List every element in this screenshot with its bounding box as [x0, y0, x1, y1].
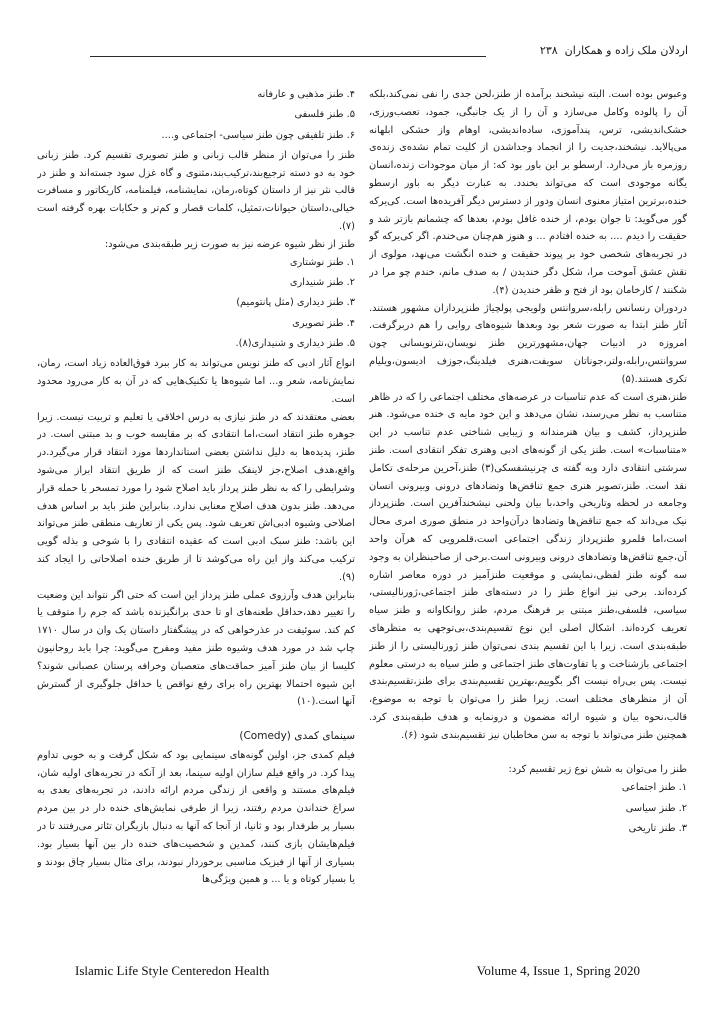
list-item-social-satire: ۱. طنز اجتماعی: [621, 782, 687, 794]
list-item-pictorial-satire: ۴. طنز تصویری: [292, 317, 355, 329]
header-rule: [90, 56, 486, 57]
list-item-historical-satire: ۳. طنز تاریخی: [628, 822, 687, 834]
list-item-audio-satire: ۲. طنز شنیداری: [289, 276, 355, 288]
list-item-religious-satire: ۴. طنز مذهبی و عارفانه: [257, 89, 355, 100]
footer-journal-title: Islamic Life Style Centeredon Health: [75, 963, 270, 978]
paragraph-satire-definition: طنز،هنری است که عدم تناسبات در عرصه‌های مختلف اجتماعی را که در ظاهر متناسب به نظر می‌رسند، نشان می‌دهد و این خود مایه ی خنده می‌شود. هنر طنزپرداز، کشف و بیان هنرمندانه و زیبایی شناختی عدم تناسب در این «متناسبات» است. طنز یکی از گونه‌های ادبی وهنری تفکر انتقادی است. طنز سرشتی انتقادی دارد وبه گفته ی چرنیشفسکی(۳) طنز،آخرین مرحله‌ی تکامل نقد است. طنز،تصویر هنری جمع تناقض‌ها وتضادهای درونی وبیرونی انسان وجامعه در لحظه وتاریخی واحد،با بیان ولحنی نیشخندآفرین است. طنزپرداز نیک می‌داند که جمع تناقض‌ها وتضادها درآن‌واحد در منطق صوری امری محال است،اما قلمرو طنزپرداز زندگی اجتماعی است،قلمرویی که هرآن واحد آن،جمع تناقض‌ها وتضادهای درونی وبیرونی است.برخی از صاحبنظران به وجود سه گونه طنز لفظی،نمایشی و موقعیت طنزآمیز در دوره معاصر اشاره کرده‌اند. برخی نیز انواع طنز را در دسته‌های طنز اجتماعی،ژورنالیستی، سیاسی، فلسفی،طنز مبتنی بر فرهنگ مردم، طنز روانکاوانه و طنز سیاه تعریف کرده‌اند. اشکال اصلی این نوع تقسیم‌بندی،بی‌توجهی به منظرهای طبقه‌بندی است. زیرا با این تقسیم بندی نمی‌توان طنز ژورنالیستی را از طنز اجتماعی بازشناخت و یا تفاوت‌های طنز اجتماعی و طنز سیاه به درستی معلوم نیست. پس بی‌راه نیست اگر بگوییم،بهترین تقسیم‌بندی برای طنز،تقسیم‌بندی آن از منظرهای مختلف است. زیرا طنز را می‌توان با توجه به موضوع، قالب،نحوه بیان و شیوه ارائه مضمون و درونمایه و هدف طبقه‌بندی کرد. همچنین طنز می‌تواند با توجه به سن مخاطبان نیز تقسیم‌بندی شود (۶).: [369, 391, 687, 741]
presentation-list-intro: طنز از نظر شیوه عرضه نیز به صورت زیر طبقه‌بندی می‌شود:: [104, 238, 355, 250]
page-footer: [75, 963, 640, 979]
page-number: ۲۳۸: [539, 44, 558, 57]
satire-types-list-intro: طنز را می‌توان به شش نوع زیر تقسیم کرد:: [508, 764, 687, 776]
list-item-audiovisual-satire: ۵. طنز دیداری و شنیداری(۸).: [235, 337, 355, 349]
footer-issue-info: Volume 4, Issue 1, Spring 2020: [476, 963, 640, 978]
list-item-visual-satire: ۳. طنز دیداری (مثل پانتومیم): [236, 297, 355, 309]
paragraph-criticism-goal: بعضی معتقدند که در طنز نیازی به درس اخلاقی یا تعلیم و تربیت نیست. زیرا جوهره طنز انتقاد است،اما انتقادی که بر مقایسه خوب و بد مبتنی است. در طنز، پدیده‌ها به دلیل نداشتن بعضی استانداردها مورد انتقاد قرار می‌گیرد.در واقع،هدف اصلاح،جز لاینفک طنز است که از طریق انتقاد ابراز می‌شود وشرایطی را که به نظر طنز پرداز باید اصلاح شود را مورد تمسخر یا حمله قرار می‌دهد. طنز بدون هدف اصلاح معنایی ندارد. بنابراین طنز باید بر اساس هدف اصلاحی وشیوه ادبی‌اش تعریف شود. پس یکی از تعاریف منطقی طنز می‌تواند این باشد: طنز سبک ادبی است که عقیده انتقادی را با شوخی و بذله گویی ترکیب می‌کند واز این راه می‌کوشد تا از طریق خنده اصلاحاتی را ایجاد کند (۹).: [37, 411, 355, 583]
paragraph-literary-media: انواع آثار ادبی که طنز نویس می‌تواند به کار ببرد فوق‌العاده زیاد است، رمان، نمایش‌نامه، شعر و... اما شیوه‌ها یا تکنیک‌هایی که در آن به کار می‌رود محدود است.: [37, 358, 355, 405]
section-heading-comedy: سینمای کمدی (Comedy): [239, 730, 355, 743]
list-item-philosophical-satire: ۵. طنز فلسفی: [294, 109, 355, 121]
paragraph-laughter: وعبوس بوده است. البته نیشخند برآمده از طنز،لحن جدی را نفی نمی‌کند،بلکه آن را پالوده وکامل می‌سازد و آن را از یک جانبگی، جمود، تعصب‌ورزی، خشک‌اندیشی، ترس، پندآموزی، ساده‌اندیشی، اوهام واز خشکی ابلهانه می‌پالاید. نیشخند،جدیت را از انجماد وجداشدن از کلیت تمام نشده‌ی زنده‌ی روزمره باز می‌دارد. ارسطو بر این باور بود که: از میان موجودات زنده،انسان یگانه موجودی است که می‌تواند بخندد. به عبارت دیگر به باور ارسطو خنده،برترین امتیاز معنوی انسان ودور از دسترس دیگر آفریده‌ها است. کی‌یرکه گور می‌گوید: تا جوان بودم، از خنده غافل بودم، بعدها که چشمانم بازتر شد و حقیقت را دیدم .... به خنده افتادم ... و هنوز هم‌چنان می‌خندم. اگر کی‌یرکه گو در تجربه‌های شخصی خود بر پیوند حقیقت و خنده انگشت می‌نهد، مولوی از نقش عشق آموخت مرا، شکل دگر خندیدن / به صدف مانم، خندم چو مرا در شکنند / کارخامان بود از فتح و ظفر خندیدن (۴).: [369, 89, 687, 296]
list-item-political-satire: ۲. طنز سیاسی: [625, 802, 687, 814]
paragraph-comedy-cinema: فیلم کمدی جز، اولین گونه‌های سینمایی بود که شکل گرفت و به خوبی تداوم پیدا کرد. در واقع فیلم سازان اولیه سینما، بعد از آنکه در تجربه‌های اولیه شان، فیلم‌های مستند و واقعی از زندگی مردم ارائه دادند، در تجربه‌های بعدی به سراغ خنداندن مردم رفتند، زیرا از طرفی نمایش‌های خنده دار در بین مردم بسیار پر طرفدار بود و ثانیا، از آنجا که آنها به دنبال بازیگران تئاتر می‌رفتند تا در فیلم‌هایشان بازی کنند، کمدین و شخصیت‌های خنده دار بین آنها بسیار بود. بسیاری از آنها از فیزیک مناسبی برخوردار نبودند، برای مثال بسیار چاق بودند و یا بسیار کوتاه و یا ... و همین ویژگی‌ها: [37, 749, 355, 886]
running-head-authors: اردلان ملک زاده و همکاران: [564, 44, 688, 57]
column-right: [369, 86, 687, 840]
paragraph-renaissance: دردوران رنسانس رابله،سروانتس ولویجی پولچیاژ طنزپردازان مشهور هستند. آثار طنز ابتدا به صورت شعر بود وبعدها شیوه‌های روایی را هم دربرگرفت. امروزه در ادبیات جهان،مشهورترین طنز نویسان،نثرنویسانی چون سروانتس،رابله،ولتر،جوناتان سویفت،هنری فیلدینگ،جوزف ادیسون،ویلیام تکری هستند.(۵): [369, 302, 687, 385]
list-item-combined-satire: ۶. طنز تلفیقی چون طنز سیاسی- اجتماعی و....: [161, 129, 355, 141]
column-left: [37, 86, 355, 889]
running-head: [540, 44, 688, 57]
paragraph-satire-forms: طنز را می‌توان از منظر قالب زبانی و طنز تصویری تقسیم کرد. طنز زبانی خود به دو دسته ترجیع‌بند،ترکیب‌بند،مثنوی و گاه غزل سود جسته‌اند و طنز در قالب نثر نیز از داستان کوتاه،رمان، نمایشنامه، فیلمنامه، کاریکاتور و مسافرت خیالی،داستان حیوانات،تمثیل، کلمات قصار و کم‌تر و حکایات بهره گرفته است (۷).: [37, 149, 355, 233]
paragraph-swift-quote: بنابراین هدف وآرزوی عملی طنز پرداز این است که حتی اگر نتواند این وضعیت را تغییر دهد،حداقل طعنه‌های او تا حدی برانگیزنده باشد که جرم را متوقف یا کم کند. سوئیفت در عذرخواهی که در پیشگفتار داستان یک وان در سال ۱۷۱۰ چاپ شد در مورد هدف وشیوه طنز مفید ومفرح می‌گوید: چرا باید روحانیون کلیسا از بیان طنز آمیز حماقت‌های متعصبان وخرافه پرستان عصبانی شوند؟ این شیوه احتمالا بهترین راه برای رفع نواقص یا حداقل جلوگیری از گسترش آنها است.(۱۰): [37, 589, 355, 708]
list-item-written-satire: ۱. طنز نوشتاری: [289, 256, 355, 268]
